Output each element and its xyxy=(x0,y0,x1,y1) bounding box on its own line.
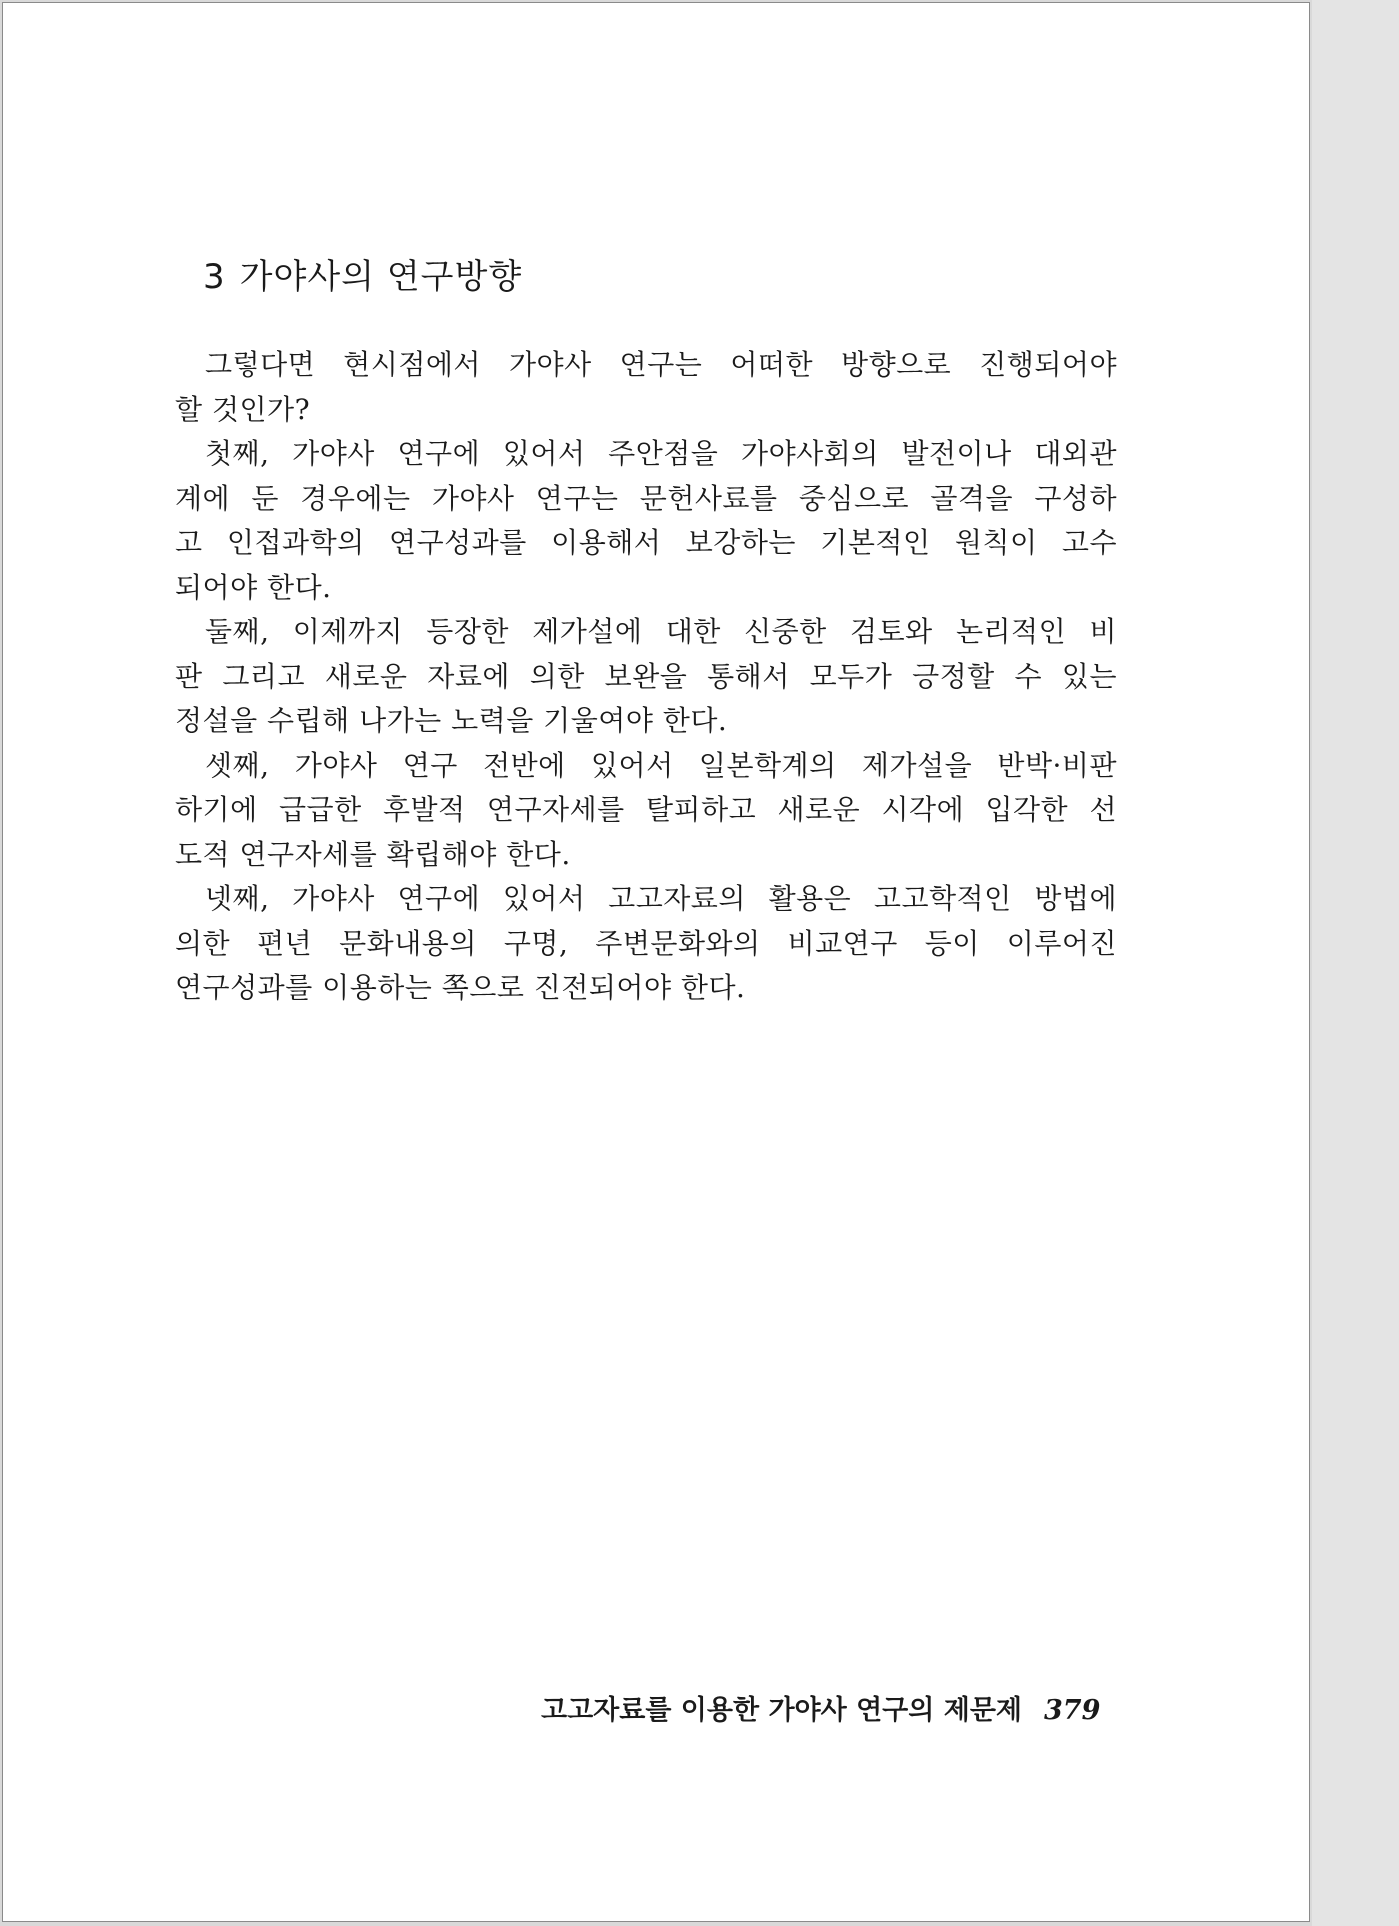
text-line: 그렇다면 현시점에서 가야사 연구는 어떠한 방향으로 진행되어야 xyxy=(205,348,1117,381)
section-number: 3 xyxy=(203,257,226,297)
text-line: 하기에 급급한 후발적 연구자세를 탈피하고 새로운 시각에 입각한 선 xyxy=(175,793,1117,826)
body-text xyxy=(175,343,1117,1011)
page-number: 379 xyxy=(1044,1695,1101,1726)
text-line: 정설을 수립해 나가는 노력을 기울여야 한다. xyxy=(175,704,728,737)
viewer-margin xyxy=(1312,0,1399,1926)
text-line: 의한 편년 문화내용의 구명, 주변문화와의 비교연구 등이 이루어진 xyxy=(175,926,1117,960)
text-line: 첫째, 가야사 연구에 있어서 주안점을 가야사회의 발전이나 대외관 xyxy=(205,437,1117,470)
text-line: 셋째, 가야사 연구 전반에 있어서 일본학계의 제가설을 반박·비판 xyxy=(205,748,1117,782)
document-page xyxy=(2,2,1310,1922)
text-line: 할 것인가? xyxy=(175,392,311,426)
text-line: 되어야 한다. xyxy=(175,570,332,604)
running-title: 고고자료를 이용한 가야사 연구의 제문제 xyxy=(541,1695,1022,1726)
text-line: 둘째, 이제까지 등장한 제가설에 대한 신중한 검토와 논리적인 비 xyxy=(205,615,1117,648)
section-title: 가야사의 연구방향 xyxy=(239,257,523,297)
text-line: 도적 연구자세를 확립해야 한다. xyxy=(175,837,571,871)
page-footer xyxy=(541,1688,1100,1727)
text-line: 넷째, 가야사 연구에 있어서 고고자료의 활용은 고고학적인 방법에 xyxy=(205,882,1117,915)
text-line: 판 그리고 새로운 자료에 의한 보완을 통해서 모두가 긍정할 수 있는 xyxy=(175,659,1117,693)
text-line: 연구성과를 이용하는 쪽으로 진전되어야 한다. xyxy=(175,971,746,1004)
section-heading xyxy=(203,249,522,298)
text-line: 계에 둔 경우에는 가야사 연구는 문헌사료를 중심으로 골격을 구성하 xyxy=(175,481,1117,515)
text-line: 고 인접과학의 연구성과를 이용해서 보강하는 기본적인 원칙이 고수 xyxy=(175,526,1117,559)
